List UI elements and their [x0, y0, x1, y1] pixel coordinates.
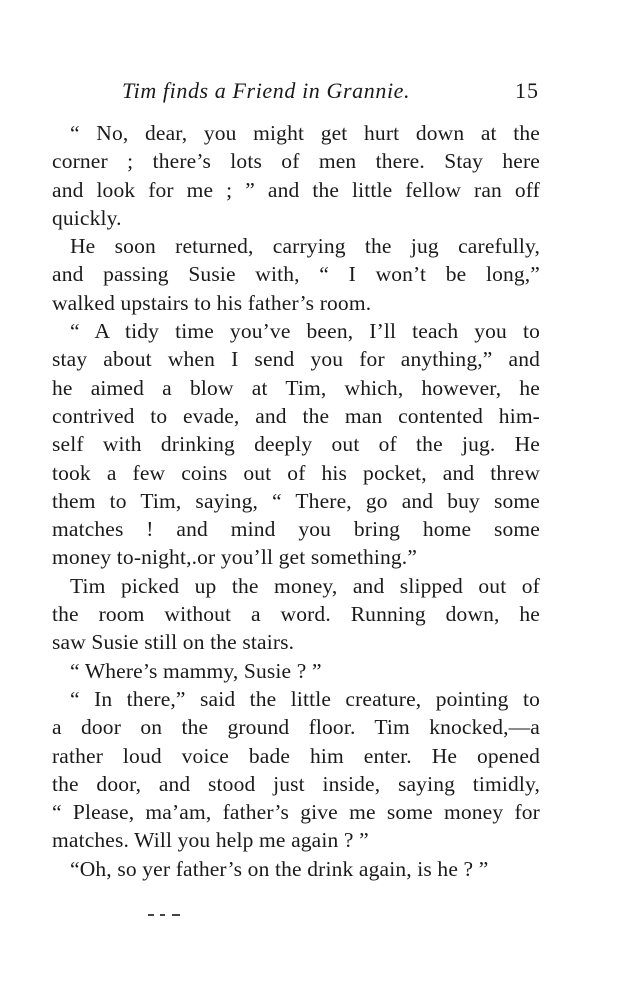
text-line: he aimed a blow at Tim, which, however, he	[52, 375, 540, 400]
text-line: matches. Will you help me again ? ”	[52, 828, 369, 853]
text-line: “ No, dear, you might get hurt down at the	[70, 121, 540, 145]
running-title: Tim finds a Friend in Grannie.	[122, 78, 411, 103]
text-line: took a few coins out of his pocket, and threw	[52, 460, 540, 485]
text-line: and look for me ; ” and the little fellow ran off	[52, 177, 540, 202]
text-line: He soon returned, carrying the jug carefully,	[70, 234, 540, 259]
text-line: self with drinking deeply out of the jug. He	[52, 432, 540, 457]
text-line: rather loud voice bade him enter. He opened	[52, 743, 540, 768]
text-line: “ A tidy time you’ve been, I’ll teach you to	[70, 319, 540, 344]
text-line: Tim picked up the money, and slipped out of	[70, 573, 540, 598]
text-line: a door on the ground floor. Tim knocked,—a	[52, 715, 540, 740]
text-line: them to Tim, saying, “ There, go and buy some	[52, 488, 540, 513]
text-line: “Oh, so yer father’s on the drink again, is he ? ”	[70, 856, 489, 881]
text-line: “ Please, ma’am, father’s give me some money for	[52, 800, 540, 825]
text-line: stay about when I send you for anything,” and	[52, 347, 540, 372]
text-line: and passing Susie with, “ I won’t be long,”	[52, 262, 540, 287]
text-line: “ Where’s mammy, Susie ? ”	[70, 658, 322, 683]
text-line: corner ; there’s lots of men there. Stay here	[52, 149, 540, 174]
text-line: the room without a word. Running down, he	[52, 602, 540, 627]
body-text	[52, 119, 540, 883]
running-head	[52, 78, 539, 112]
page-number: 15	[515, 78, 539, 103]
text-line: money to-night,.or you’ll get something.”	[52, 545, 418, 570]
text-line: walked upstairs to his father’s room.	[52, 290, 372, 315]
text-line: matches ! and mind you bring home some	[52, 517, 540, 542]
text-line: quickly.	[52, 205, 122, 230]
text-line: contrived to evade, and the man contented him-	[52, 403, 540, 428]
text-line: saw Susie still on the stairs.	[52, 630, 295, 655]
text-line: “ In there,” said the little creature, pointing to	[70, 686, 540, 711]
text-line: the door, and stood just inside, saying timidly,	[52, 771, 540, 796]
print-speck	[148, 913, 184, 917]
